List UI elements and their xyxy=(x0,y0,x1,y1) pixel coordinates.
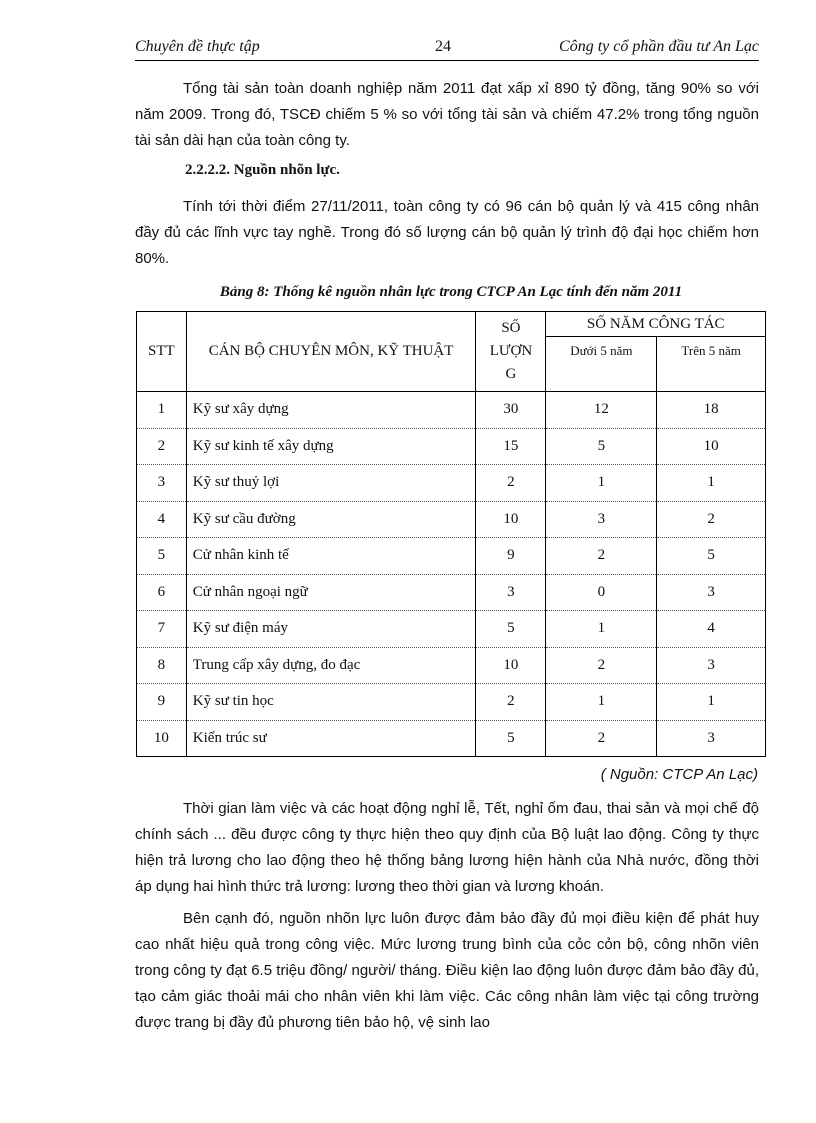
row-quantity: 10 xyxy=(476,501,546,538)
table-row xyxy=(137,465,766,502)
table-source: ( Nguồn: CTCP An Lạc) xyxy=(600,766,758,783)
staff-table xyxy=(136,311,766,757)
row-under-5-years: 2 xyxy=(546,720,657,757)
row-specialty: Trung cấp xây dựng, đo đạc xyxy=(186,647,476,684)
section-heading: 2.2.2.2. Nguồn nhõn lực. xyxy=(185,162,340,178)
row-over-5-years: 3 xyxy=(657,647,766,684)
row-quantity: 2 xyxy=(476,465,546,502)
row-quantity: 5 xyxy=(476,611,546,648)
table-caption: Bảng 8: Thống kê nguồn nhân lực trong CTCP An Lạc tính đến năm 2011 xyxy=(219,284,683,300)
row-quantity: 15 xyxy=(476,428,546,465)
header-quantity-line-1: SỐ xyxy=(501,320,521,336)
row-stt: 6 xyxy=(137,574,187,611)
row-stt: 7 xyxy=(137,611,187,648)
row-under-5-years: 12 xyxy=(546,392,657,429)
row-specialty: Kỹ sư xây dựng xyxy=(186,392,476,429)
paragraph-staff-count: Tính tới thời điểm 27/11/2011, toàn công ty có 96 cán bộ quản lý và 415 công nhân đầy đủ các lĩnh vực tay nghề. Trong đó số lượng cán bộ quản lý trình độ đại học chiếm hơn 80%. xyxy=(135,198,759,267)
row-over-5-years: 4 xyxy=(657,611,766,648)
row-over-5-years: 1 xyxy=(657,684,766,721)
header-under-5-years: Dưới 5 năm xyxy=(546,337,657,392)
table-row xyxy=(137,428,766,465)
header-left-title: Chuyên đề thực tập xyxy=(135,38,260,55)
table-row xyxy=(137,574,766,611)
row-quantity: 2 xyxy=(476,684,546,721)
row-specialty: Cử nhân ngoại ngữ xyxy=(186,574,476,611)
row-quantity: 3 xyxy=(476,574,546,611)
row-specialty: Kỹ sư thuỷ lợi xyxy=(186,465,476,502)
table-row xyxy=(137,684,766,721)
row-over-5-years: 3 xyxy=(657,574,766,611)
row-under-5-years: 1 xyxy=(546,465,657,502)
row-stt: 2 xyxy=(137,428,187,465)
row-specialty: Kiến trúc sư xyxy=(186,720,476,757)
header-over-5-years: Trên 5 năm xyxy=(657,337,766,392)
row-stt: 5 xyxy=(137,538,187,575)
row-under-5-years: 1 xyxy=(546,684,657,721)
row-under-5-years: 0 xyxy=(546,574,657,611)
table-row xyxy=(137,611,766,648)
header-specialty: CÁN BỘ CHUYÊN MÔN, KỸ THUẬT xyxy=(186,312,476,392)
header-quantity-line-2: LƯỢN xyxy=(489,343,533,359)
header-quantity xyxy=(476,312,546,392)
row-over-5-years: 10 xyxy=(657,428,766,465)
row-under-5-years: 5 xyxy=(546,428,657,465)
table-row xyxy=(137,501,766,538)
row-stt: 10 xyxy=(137,720,187,757)
row-quantity: 9 xyxy=(476,538,546,575)
row-stt: 9 xyxy=(137,684,187,721)
row-under-5-years: 2 xyxy=(546,647,657,684)
row-quantity: 30 xyxy=(476,392,546,429)
row-specialty: Cử nhân kinh tế xyxy=(186,538,476,575)
row-specialty: Kỹ sư điện máy xyxy=(186,611,476,648)
paragraph-salary-conditions: Bên cạnh đó, nguồn nhõn lực luôn được đảm bảo đầy đủ mọi điều kiện để phát huy cao nhất hiệu quả trong công việc. Mức lương trung bình của cỏc cỏn bộ, công nhõn viên trong công ty đạt 6.5 triệu đồng/ người/ tháng. Điều kiện lao động luôn được đảm bảo đầy đủ, tạo cảm giác thoải mái cho nhân viên khi làm việc. Các công nhân làm việc tại công trường được trang bị đầy đủ phương tiên bảo hộ, vệ sinh lao xyxy=(135,910,759,1031)
header-right-title: Công ty cổ phần đầu tư An Lạc xyxy=(559,38,759,55)
row-over-5-years: 18 xyxy=(657,392,766,429)
header-quantity-line-3: G xyxy=(505,366,517,382)
row-quantity: 10 xyxy=(476,647,546,684)
row-over-5-years: 3 xyxy=(657,720,766,757)
row-quantity: 5 xyxy=(476,720,546,757)
row-stt: 1 xyxy=(137,392,187,429)
table-row xyxy=(137,392,766,429)
row-over-5-years: 1 xyxy=(657,465,766,502)
row-stt: 8 xyxy=(137,647,187,684)
table-row xyxy=(137,647,766,684)
page-header xyxy=(135,36,759,61)
paragraph-working-time: Thời gian làm việc và các hoạt động nghỉ lễ, Tết, nghỉ ốm đau, thai sản và mọi chế độ chính sách ... đều được công ty thực hiện theo quy định của Bộ luật lao động. Công ty thực hiện trả lương cho lao động theo hệ thống bảng lương hiện hành của Nhà nước, đồng thời áp dụng hai hình thức trả lương: lương theo thời gian và lương khoán. xyxy=(135,800,759,895)
row-stt: 4 xyxy=(137,501,187,538)
paragraph-total-assets: Tổng tài sản toàn doanh nghiệp năm 2011 đạt xấp xỉ 890 tỷ đồng, tăng 90% so với năm 2009. Trong đó, TSCĐ chiếm 5 % so với tổng tài sản và chiếm 47.2% trong tổng nguồn tài sản dài hạn của toàn công ty. xyxy=(135,80,759,149)
page-number: 24 xyxy=(435,38,451,55)
row-under-5-years: 2 xyxy=(546,538,657,575)
table-row xyxy=(137,538,766,575)
row-under-5-years: 3 xyxy=(546,501,657,538)
row-specialty: Kỹ sư kinh tế xây dựng xyxy=(186,428,476,465)
row-under-5-years: 1 xyxy=(546,611,657,648)
row-over-5-years: 5 xyxy=(657,538,766,575)
header-stt: STT xyxy=(137,312,187,392)
row-stt: 3 xyxy=(137,465,187,502)
row-specialty: Kỹ sư tin học xyxy=(186,684,476,721)
row-specialty: Kỹ sư cầu đường xyxy=(186,501,476,538)
table-row xyxy=(137,720,766,757)
row-over-5-years: 2 xyxy=(657,501,766,538)
header-years-of-work: SỐ NĂM CÔNG TÁC xyxy=(546,312,766,337)
